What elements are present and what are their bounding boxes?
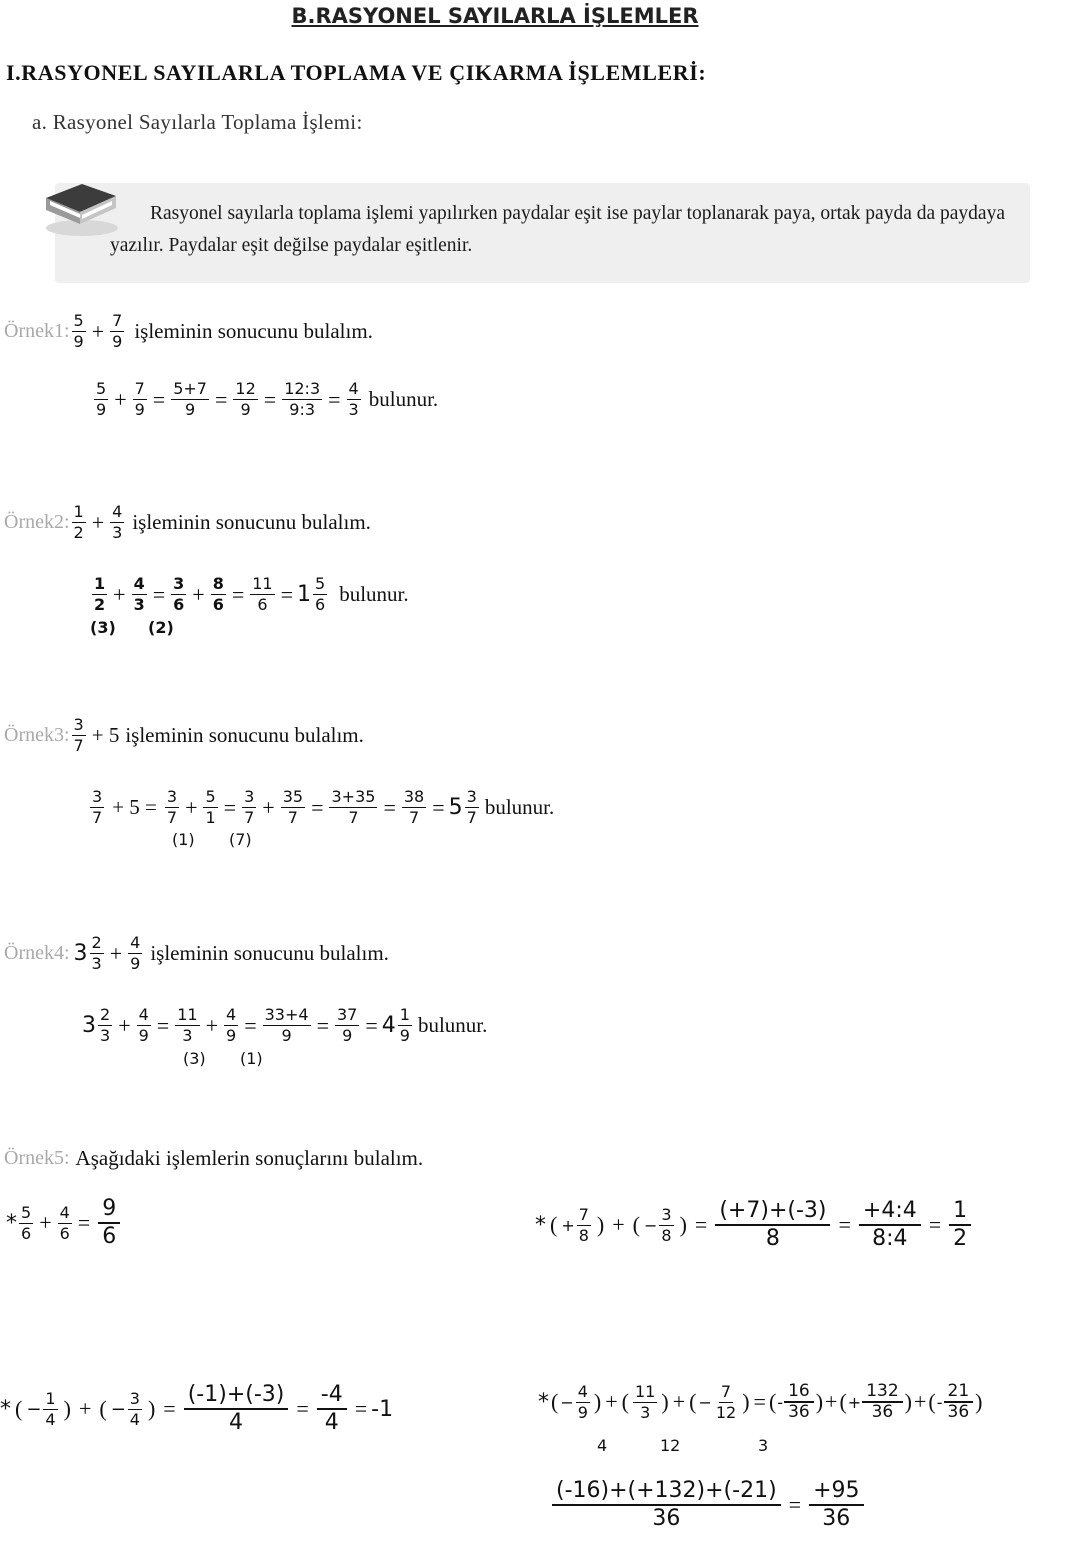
fraction: $\frac{11}{6}$ [252, 574, 273, 614]
result-word: bulunur. [484, 795, 555, 819]
handwritten-fraction: $\frac{(-1)+(-3)}{4}$ [184, 1382, 289, 1436]
example-2-solution: $\frac{1}{2}$ + $\frac{4}{3}$ = $\frac{3}{6}$ + $\frac{8}{6}$ = $\frac{11}{6}$ = 1 $\frac{5}{6}$ bulunur. [94, 574, 409, 614]
fraction: $\frac{3}{7}$ [466, 787, 477, 827]
fraction: $\frac{11}{3}$ [177, 1005, 198, 1045]
fraction: $\frac{1}{2}$ [94, 574, 106, 614]
fraction: $\frac{7}{12}$ [715, 1381, 737, 1422]
sign: − [644, 1215, 658, 1235]
fraction: $\frac{12}{9}$ [235, 379, 256, 419]
mixed-whole: 3 [82, 1013, 96, 1038]
star-bullet: * [6, 1210, 17, 1236]
handwritten-fraction: $\frac{9}{6}$ [98, 1196, 120, 1250]
star-bullet: * [538, 1389, 549, 1415]
example-1-solution: $\frac{5}{9}$ + $\frac{7}{9}$ = $\frac{5+7}{9}$ = $\frac{12}{9}$ = $\frac{12:3}{9:3}$ = $\frac{4}{3}$ bulunur. [96, 379, 439, 419]
fraction: $\frac{4}{6}$ [59, 1202, 70, 1243]
fraction: $\frac{11}{3}$ [635, 1381, 656, 1422]
fraction: $\frac{4}{3}$ [348, 379, 359, 419]
subsection-title: a. Rasyonel Sayılarla Toplama İşlemi: [32, 110, 363, 134]
sign: + [561, 1215, 575, 1235]
handwritten-fraction: $\frac{-4}{4}$ [317, 1382, 347, 1436]
multiplier: (3) [90, 618, 116, 637]
fraction: $\frac{33+4}{9}$ [264, 1005, 309, 1045]
question-text: Aşağıdaki işlemlerin sonuçlarını bulalım. [75, 1146, 424, 1170]
sign: − [26, 1398, 42, 1420]
star-bullet: * [535, 1212, 546, 1238]
exercise-a: * $\frac{5}{6}$ + $\frac{4}{6}$ = $\frac{9}{6}$ [6, 1196, 124, 1250]
sign: − [560, 1392, 574, 1412]
exercise-c: * ( − $\frac{1}{4}$ ) + ( − $\frac{3}{4}$ ) = $\frac{(-1)+(-3)}{4}$ = $\frac{-4}{4}$ = -1 [0, 1382, 394, 1435]
fraction: $\frac{3+35}{7}$ [331, 787, 376, 827]
fraction: $\frac{3}{6}$ [173, 574, 185, 614]
fraction: $\frac{2}{3}$ [91, 933, 102, 973]
multiplier: (1) [240, 1049, 263, 1068]
handwritten-fraction: $\frac{(+7)+(-3)}{8}$ [715, 1198, 830, 1252]
fraction: $\frac{4}{9}$ [226, 1005, 237, 1045]
result-word: bulunur. [368, 387, 439, 411]
result-word: bulunur. [339, 582, 409, 606]
question-text: işleminin sonucunu bulalım. [150, 941, 389, 965]
fraction: $\frac{3}{7}$ [244, 787, 255, 827]
fraction: $\frac{1}{9}$ [399, 1005, 410, 1045]
mixed-whole: 4 [381, 1013, 396, 1038]
fraction: $\frac{5}{6}$ [315, 574, 326, 614]
example-label: Örnek1: [4, 320, 70, 342]
exercise-b: * ( + $\frac{7}{8}$ ) + ( − $\frac{3}{8}$ ) = $\frac{(+7)+(-3)}{8}$ = $\frac{+4:4}{8:4}$ = $\frac{1}{2}$ [535, 1198, 975, 1252]
handwritten-fraction: $\frac{(-16)+(+132)+(-21)}{36}$ [552, 1478, 781, 1532]
fraction: $\frac{5+7}{9}$ [173, 379, 207, 419]
mixed-whole: 1 [297, 582, 312, 607]
fraction: $\frac{3}{7}$ [92, 787, 103, 827]
page-title: B.RASYONEL SAYILARLA İŞLEMLER [291, 4, 699, 28]
fraction: $\frac{4}{9}$ [130, 933, 141, 973]
integer-term: + 5 = [112, 795, 157, 819]
section-title: I.RASYONEL SAYILARLA TOPLAMA VE ÇIKARMA İŞLEMLERİ: [6, 60, 707, 85]
exercise-d: * ( − $\frac{4}{9}$ ) + ( $\frac{11}{3}$ ) + ( − $\frac{7}{12}$ ) = ( - $\frac{16}{36}$ ) + ( + $\frac{132}{36}$ ) + ( - $\frac{21}{36}$ ) [538, 1381, 983, 1422]
fraction: $\frac{3}{7}$ [166, 787, 178, 827]
multiplier: (1) [172, 830, 195, 849]
example-label: Örnek2: [4, 511, 70, 533]
fraction: $\frac{38}{7}$ [403, 787, 425, 827]
fraction: $\frac{3}{4}$ [129, 1388, 140, 1429]
sign: + [847, 1392, 862, 1412]
example-5-question [4, 1146, 423, 1171]
fraction: $\frac{3}{7}$ [73, 715, 84, 755]
example-label: Örnek4: [4, 942, 70, 964]
question-text: işleminin sonucunu bulalım. [125, 723, 364, 747]
handwritten-fraction: $\frac{16}{36}$ [784, 1382, 814, 1422]
example-label: Örnek5: [4, 1147, 70, 1169]
info-text: Rasyonel sayılarla toplama işlemi yapılırken paydalar eşit ise paylar toplanarak paya, ortak payda da paydaya yazılır. Paydalar eşit değilse paydalar eşitlenir. [110, 203, 1005, 256]
fraction: $\frac{2}{3}$ [100, 1005, 111, 1045]
fraction: $\frac{4}{3}$ [112, 502, 123, 542]
fraction: $\frac{7}{9}$ [134, 379, 145, 419]
fraction: $\frac{8}{6}$ [212, 574, 224, 614]
handwritten-fraction: $\frac{132}{36}$ [862, 1382, 902, 1422]
fraction: $\frac{35}{7}$ [282, 787, 304, 827]
handwritten-result: -1 [371, 1396, 394, 1422]
example-4-question: Örnek4: 3 $\frac{2}{3}$ + $\frac{4}{9}$ işleminin sonucunu bulalım. [4, 933, 389, 973]
fraction: $\frac{5}{9}$ [73, 311, 84, 351]
mixed-whole: 5 [448, 795, 463, 820]
example-label: Örnek3: [4, 724, 70, 746]
sign: - [936, 1392, 943, 1412]
mixed-whole: 3 [73, 941, 88, 966]
fraction: $\frac{5}{6}$ [21, 1202, 32, 1243]
fraction: $\frac{4}{9}$ [138, 1005, 149, 1045]
fraction: $\frac{1}{4}$ [45, 1388, 56, 1429]
question-term: + 5 [91, 723, 120, 747]
handwritten-fraction: $\frac{21}{36}$ [944, 1382, 974, 1422]
multiplier: 3 [758, 1436, 769, 1455]
exercise-d-continued: $\frac{(-16)+(+132)+(-21)}{36}$ = $\frac{+95}{36}$ [548, 1478, 868, 1532]
multiplier: (2) [148, 618, 174, 637]
fraction: $\frac{12:3}{9:3}$ [284, 379, 321, 419]
result-word: bulunur. [417, 1013, 488, 1037]
fraction: $\frac{7}{8}$ [578, 1204, 589, 1245]
handwritten-fraction: $\frac{1}{2}$ [949, 1198, 971, 1252]
fraction: $\frac{7}{9}$ [112, 311, 123, 351]
fraction: $\frac{1}{2}$ [73, 502, 84, 542]
multiplier: (7) [229, 830, 252, 849]
sign: − [110, 1398, 126, 1420]
fraction: $\frac{37}{9}$ [336, 1005, 358, 1045]
question-text: işleminin sonucunu bulalım. [132, 510, 371, 534]
handwritten-fraction: $\frac{+4:4}{8:4}$ [859, 1198, 921, 1252]
fraction: $\frac{4}{9}$ [577, 1381, 588, 1422]
multiplier: 12 [660, 1436, 681, 1455]
sign: - [777, 1392, 784, 1412]
handwritten-fraction: $\frac{+95}{36}$ [809, 1478, 863, 1532]
fraction: $\frac{5}{9}$ [96, 379, 107, 419]
example-2-question: Örnek2: $\frac{1}{2}$ + $\frac{4}{3}$ işleminin sonucunu bulalım. [4, 502, 371, 542]
example-1-question: Örnek1: $\frac{5}{9}$ + $\frac{7}{9}$ işleminin sonucunu bulalım. [4, 311, 373, 351]
star-bullet: * [0, 1396, 11, 1422]
fraction: $\frac{5}{1}$ [205, 787, 216, 827]
example-3-question [4, 716, 364, 755]
fraction: $\frac{3}{8}$ [661, 1204, 672, 1245]
example-3-solution: $\frac{3}{7}$ + 5 = $\frac{3}{7}$ + $\frac{5}{1}$ = $\frac{3}{7}$ + $\frac{35}{7}$ = $\frac{3+35}{7}$ = $\frac{38}{7}$ = 5 $\frac{3}{7}$ bulunur. [92, 787, 555, 827]
multiplier: 4 [597, 1436, 608, 1455]
example-4-solution: 3 $\frac{2}{3}$ + $\frac{4}{9}$ = $\frac{11}{3}$ + $\frac{4}{9}$ = $\frac{33+4}{9}$ = $\frac{37}{9}$ = 4 $\frac{1}{9}$ bulunur. [82, 1005, 488, 1045]
question-text: işleminin sonucunu bulalım. [134, 319, 373, 343]
fraction: $\frac{4}{3}$ [133, 574, 145, 614]
sign: − [698, 1392, 712, 1412]
multiplier: (3) [183, 1049, 206, 1068]
